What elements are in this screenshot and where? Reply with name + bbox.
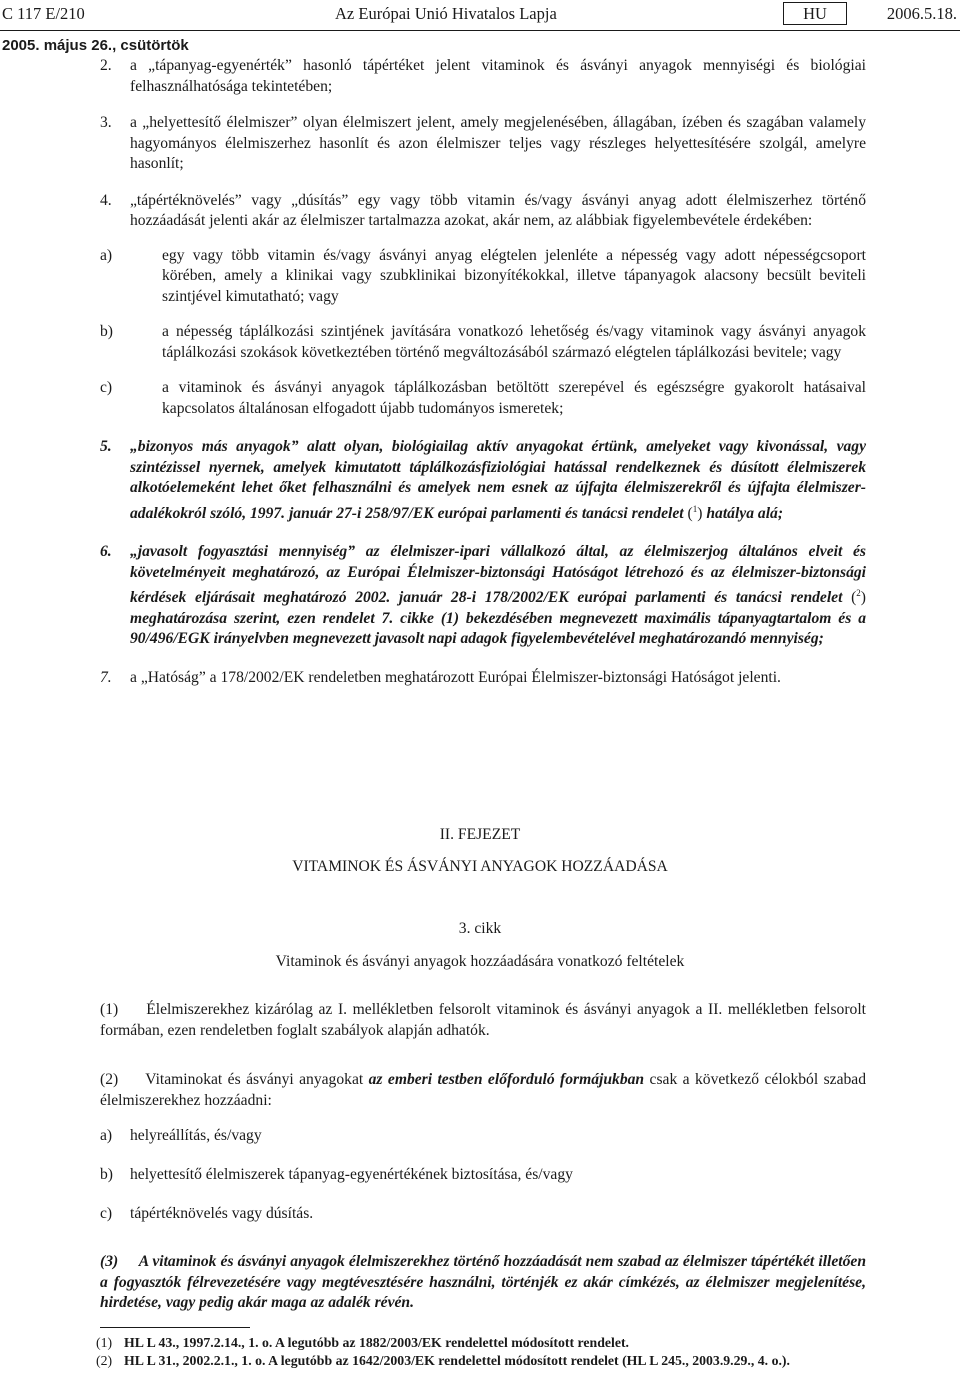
- paragraph-number: (2): [100, 1071, 119, 1088]
- list-letter: c): [100, 1205, 113, 1222]
- issue-number: C 117 E/210: [2, 4, 85, 23]
- page-header: [0, 2, 960, 26]
- paragraph-1: [100, 1000, 866, 1041]
- item-text: „javasolt fogyasztási mennyiség” az élelmiszer-ipari vállalkozó által, az élelmiszerjog általános elveit és követelményeit meghatározó, az Európai Élelmiszer-biztonsági Hatóságot létrehozó és az élelmiszer-biztonsági kérdések eljárásait meghatározó 2002. január 28-i 178/2002/EK európai parlamenti és tanácsi rendelet: [130, 543, 866, 607]
- chapter-title: VITAMINOK ÉS ÁSVÁNYI ANYAGOK HOZZÁADÁSA: [292, 858, 668, 875]
- list-letter: a): [100, 1127, 113, 1144]
- list-text: helyreállítás, és/vagy: [130, 1127, 262, 1144]
- paragraph-number: (1): [100, 1001, 119, 1018]
- paragraph-2: [100, 1070, 866, 1111]
- item-text: a „tápanyag-egyenérték” hasonló tápértéket jelent vitaminok és ásványi anyagok mennyiségi és biológiai felhasználhatósága tekintetében;: [130, 57, 866, 95]
- footnote-text: HL L 31., 2002.2.1., 1. o. A legutóbb az 1642/2003/EK rendelettel módosított rendelet (HL L 245., 2003.9.29., 4. o.).: [124, 1353, 790, 1368]
- footnote-ref[interactable]: 2: [856, 588, 861, 599]
- publication-date: 2006.5.18.: [886, 4, 957, 23]
- footnote-text: HL L 43., 1997.2.14., 1. o. A legutóbb az 1882/2003/EK rendelettel módosított rendelet.: [124, 1335, 629, 1350]
- item-text: „bizonyos más anyagok” alatt olyan, biológiailag aktív anyagokat értünk, amelyeket vagy kivonással, vagy szintézissel nyernek, amelyek kimutatott táplálkozásfiziológiai hatással rendelkeznek és dúsított élelmiszerek alkotóelemeként lehet őket felhasználni és amelyek nem esnek az újfajta élelmiszerekről és újfajta élelmiszer-adalékokról szóló, 1997. január 27-i 258/97/EK európai parlamenti és tanácsi rendelet: [130, 438, 866, 522]
- paragraph-text-amended: az emberi testben előforduló formájukban: [368, 1071, 645, 1088]
- sub-item-text: a népesség táplálkozási szintjének javítására vonatkozó lehetőség és/vagy vitaminok vagy ásványi anyagok táplálkozási szokások következtében történő megváltozásából származó elégtelen táplálkozási bevitele; vagy: [162, 323, 866, 361]
- chapter-label: II. FEJEZET: [439, 826, 521, 843]
- paragraph-number: (3): [100, 1253, 119, 1270]
- article-title: Vitaminok és ásványi anyagok hozzáadására vonatkozó feltételek: [275, 953, 685, 970]
- footnote-ref[interactable]: 1: [692, 503, 698, 514]
- paragraph-text: Élelmiszerekhez kizárólag az I. mellékletben felsorolt vitaminok és ásványi anyagok a II. mellékletben felsorolt formában, ezen rendeletben foglalt szabályok alapján adhatók.: [100, 1001, 866, 1039]
- list-text: helyettesítő élelmiszerek tápanyag-egyenértékének biztosítása, és/vagy: [130, 1166, 573, 1183]
- item-number: 7.: [100, 668, 112, 686]
- definition-item: [100, 191, 866, 232]
- session-date: 2005. május 26., csütörtök: [2, 37, 189, 54]
- sub-item-letter: c): [100, 379, 113, 396]
- article-label: 3. cikk: [458, 920, 502, 937]
- sub-item: [100, 378, 866, 419]
- item-text-cont: meghatározása szerint, ezen rendelet 7. cikke (1) bekezdésében megnevezett maximális tápanyagtartalom és a 90/496/EGK irányelvben megnevezett javasolt napi adagok figyelembevételével meghatározandó mennyiség;: [130, 609, 866, 648]
- item-number: 3.: [100, 114, 112, 131]
- list-letter: b): [100, 1166, 113, 1183]
- sub-item: [100, 246, 866, 308]
- definition-item: [100, 56, 866, 97]
- item-text: a „helyettesítő élelmiszer” olyan élelmiszert jelent, amely megjelenésében, állagában, ízében és szagában valamely hagyományos élelmiszerhez hasonlít és azon élelmiszer teljes vagy részleges helyettesítésére szolgál, amelyre hasonlít;: [130, 114, 866, 172]
- paragraph-text-cont: csak a következő célokból szabad élelmiszerekhez hozzáadni:: [100, 1071, 867, 1109]
- item-number: 6.: [100, 543, 112, 561]
- definition-item: [100, 668, 866, 689]
- sub-item: [100, 322, 866, 363]
- item-text: „tápértéknövelés” vagy „dúsítás” egy vagy több vitamin és/vagy ásványi anyag adott élelmiszerhez történő hozzáadását jelenti akár az élelmiszer tartalmazza azokat, akár nem, az alábbiak figyelembevétele érdekében:: [130, 191, 866, 229]
- definitions-list: [100, 56, 866, 704]
- footnote-divider: [100, 1327, 250, 1328]
- paragraph-text: Vitaminokat és ásványi anyagokat: [145, 1071, 364, 1088]
- list-text: tápértéknövelés vagy dúsítás.: [130, 1205, 314, 1222]
- header-divider: [0, 30, 960, 31]
- paragraph-text: A vitaminok és ásványi anyagok élelmiszerekhez történő hozzáadását nem szabad az élelmiszer tápértékét illetően a fogyasztók félrevezetésére vagy megtévesztésére használni, történjék ez akár címkézés, az élelmiszer megjelenítése, hirdetése, vagy pedig akár maga az adalék révén.: [100, 1253, 866, 1311]
- footnote-mark: (1): [96, 1335, 113, 1350]
- journal-title: Az Európai Unió Hivatalos Lapja: [335, 4, 557, 23]
- paragraph-3-amended: [100, 1252, 866, 1314]
- definition-item-amended: 6. „javasolt fogyasztási mennyiség” az élelmiszer-ipari vállalkozó által, az élelmiszerjog általános elveit és követelményeit meghatározó, az Európai Élelmiszer-biztonsági Hatóságot létrehozó és az élelmiszer-biztonsági kérdések eljárásait meghatározó 2002. január 28-i 178/2002/EK európai parlamenti és tanácsi rendelet ($^2$) meghatározása szerint, ezen rendelet 7. cikke (1) bekezdésében megnevezett maximális tápanyagtartalom és a 90/496/EGK irányelvben megnevezett javasolt napi adagok figyelembevételével meghatározandó mennyiség;: [100, 543, 866, 648]
- sub-item-text: egy vagy több vitamin és/vagy ásványi anyag elégtelen jelenléte a népesség vagy adott népességcsoport körében, amely a klinikai vagy szubklinikai bizonyítékokkal, illetve tápanyagok alacsony becsült beviteli szintjével kimutatható; vagy: [162, 246, 866, 305]
- item-number: 4.: [100, 191, 112, 209]
- sub-item-letter: b): [100, 323, 113, 340]
- item-number: 2.: [100, 57, 112, 74]
- footnote-mark: (2): [96, 1353, 113, 1368]
- sub-item-text: a vitaminok és ásványi anyagok táplálkozásban betöltött szerepével és egészségre gyakorolt hatásaival kapcsolatos általánosan elfogadott újabb tudományos ismeretek;: [162, 379, 866, 417]
- item-number: 5.: [100, 438, 112, 455]
- item-text: a „Hatóság” a 178/2002/EK rendeletben meghatározott Európai Élelmiszer-biztonsági Hatóságot jelenti.: [130, 668, 781, 686]
- language-badge: HU: [783, 2, 847, 25]
- item-text-cont: hatálya alá;: [706, 504, 784, 522]
- definition-item: [100, 113, 866, 175]
- definition-item-amended: 5. „bizonyos más anyagok” alatt olyan, biológiailag aktív anyagokat értünk, amelyeket vagy kivonással, vagy szintézissel nyernek, amelyek kimutatott táplálkozásfiziológiai hatással rendelkeznek és dúsított élelmiszerek alkotóelemeként lehet őket felhasználni és amelyek nem esnek az újfajta élelmiszerekről és újfajta élelmiszer-adalékokról szóló, 1997. január 27-i 258/97/EK európai parlamenti és tanácsi rendelet ($^1$) hatálya alá;: [100, 438, 866, 522]
- sub-item-letter: a): [100, 246, 113, 264]
